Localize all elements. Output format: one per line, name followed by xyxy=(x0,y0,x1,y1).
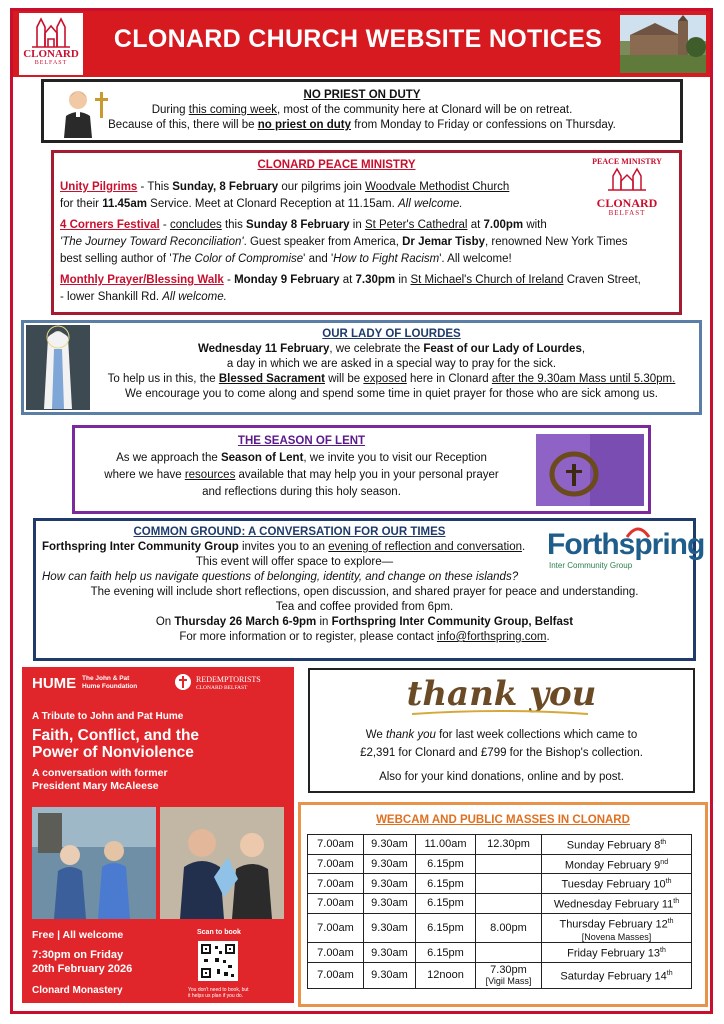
mass-day: Wednesday February 11 xyxy=(553,898,674,911)
mass-day: Tuesday February 10 xyxy=(561,878,666,891)
text: Monday 9 February xyxy=(234,274,340,286)
mass-day-wrap xyxy=(545,966,688,985)
mass-time: 11.00am xyxy=(424,838,467,851)
text: We xyxy=(365,729,387,741)
ordinal-suffix: nd xyxy=(660,858,669,866)
text: Forthspring Inter Community Group xyxy=(42,541,239,553)
text: available that may help you in your personal prayer xyxy=(235,469,499,481)
hume-event-poster xyxy=(22,667,294,1003)
text: During xyxy=(151,104,189,116)
mass-time-cell xyxy=(308,893,364,913)
text: Thursday 26 March 6-9pm xyxy=(174,616,317,628)
mass-time: 6.15pm xyxy=(427,946,464,959)
text: in xyxy=(349,219,365,231)
mass-day: Thursday February 12 xyxy=(559,918,668,931)
text: REDEMPTORISTS xyxy=(196,675,261,684)
mass-note: [Vigil Mass] xyxy=(485,976,532,987)
mass-time: 6.15pm xyxy=(427,921,464,934)
mass-row xyxy=(308,854,692,874)
thanks-line-1 xyxy=(310,726,693,744)
text: - xyxy=(223,274,235,286)
text: in xyxy=(395,274,411,286)
mass-day-cell xyxy=(542,854,692,874)
mass-day-cell xyxy=(542,962,692,988)
poster-scan-label: Scan to book xyxy=(197,929,241,936)
text: , we invite you to visit our Reception xyxy=(303,452,487,464)
text: this xyxy=(221,219,247,231)
mass-day-cell xyxy=(542,893,692,913)
mass-day-cell xyxy=(542,835,692,855)
redemptorists-label xyxy=(196,675,261,693)
common-line-3: How can faith help us navigate questions of belonging, identity, and change on these islands? xyxy=(42,571,519,583)
common-line-2: This event will offer space to explore— xyxy=(195,556,394,568)
lourdes-line-2: a day in which we are asked in a special way to pray for the sick. xyxy=(226,358,557,370)
lourdes-line-1 xyxy=(24,342,699,357)
text: at xyxy=(339,274,356,286)
text: , renowned New York Times xyxy=(485,236,628,248)
mass-time: 7.00am xyxy=(317,969,354,982)
text: '. All welcome! xyxy=(439,253,512,265)
masses-schedule xyxy=(298,802,708,1007)
email-link[interactable]: info@forthspring.com xyxy=(436,631,547,643)
text: Blessed Sacrament xyxy=(218,373,325,385)
masses-table xyxy=(307,834,692,989)
mass-time-cell xyxy=(476,962,542,988)
page-title: CLONARD CHURCH WEBSITE NOTICES xyxy=(113,25,603,53)
mass-time: 9.30am xyxy=(371,857,408,870)
mass-row xyxy=(308,943,692,963)
poster-booking-note xyxy=(188,987,249,999)
mass-time-cell xyxy=(476,835,542,855)
mass-time: 9.30am xyxy=(371,946,408,959)
mass-day-wrap xyxy=(545,943,688,962)
text: CLONARD BELFAST xyxy=(196,685,248,691)
text: For more information or to register, please contact xyxy=(179,631,437,643)
church-icon xyxy=(28,15,74,49)
poster-free: Free | All welcome xyxy=(32,929,124,941)
priest-icon xyxy=(56,86,114,138)
text: - xyxy=(159,219,170,231)
poster-tribute: A Tribute to John and Pat Hume xyxy=(32,711,184,722)
lent-line-3: and reflections during this holy season. xyxy=(202,486,401,498)
text: 20th February 2026 xyxy=(32,963,133,975)
qr-code-icon[interactable] xyxy=(198,941,238,981)
peace-paragraph-2 xyxy=(60,217,673,268)
mass-day-wrap xyxy=(545,874,688,893)
text: this coming week xyxy=(188,104,277,116)
text: evening of reflection and conversation xyxy=(328,541,522,553)
mass-time: 9.30am xyxy=(371,877,408,890)
text: it helps us plan if you do. xyxy=(188,993,244,999)
text: ' and ' xyxy=(303,253,334,265)
text: concludes xyxy=(169,219,222,231)
mass-time-cell xyxy=(308,962,364,988)
text: The John & Pat xyxy=(82,675,130,682)
mass-time: 7.30pm xyxy=(490,964,527,977)
text: best selling author of ' xyxy=(60,253,172,265)
mass-time-cell xyxy=(416,943,476,963)
text: where we have xyxy=(104,469,185,481)
mass-time-cell xyxy=(476,943,542,963)
mass-time-cell xyxy=(416,962,476,988)
text: from Monday to Friday or confessions on Thursday. xyxy=(351,119,616,131)
mass-time: 9.30am xyxy=(371,897,408,910)
mass-day: Friday February 13 xyxy=(567,947,661,960)
poster-title xyxy=(32,727,199,761)
text: Craven Street, xyxy=(563,274,641,286)
common-line-7 xyxy=(36,630,693,645)
forthspring-logo xyxy=(547,528,705,570)
mass-time: 6.15pm xyxy=(427,857,464,870)
mass-day-wrap xyxy=(545,894,688,913)
ordinal-suffix: th xyxy=(660,947,666,955)
text: Monthly Prayer/Blessing Walk xyxy=(60,274,224,286)
mass-time-cell xyxy=(308,854,364,874)
mass-time-cell xyxy=(364,874,416,894)
text: 7:30pm on Friday xyxy=(32,949,124,961)
logo-top-text: PEACE MINISTRY xyxy=(592,157,662,166)
text: in xyxy=(316,616,332,628)
poster-venue: Clonard Monastery xyxy=(32,985,123,996)
text: no priest on duty xyxy=(257,119,352,131)
mass-day-cell xyxy=(542,913,692,943)
text: Service. Meet at Clonard Reception at 11.15am. xyxy=(146,198,398,210)
text: Faith, Conflict, and the xyxy=(32,727,200,744)
poster-time xyxy=(32,948,132,976)
no-priest-heading: NO PRIEST ON DUTY xyxy=(303,89,421,101)
mass-time: 7.00am xyxy=(317,877,354,890)
text: after the 9.30am Mass until 5.30pm. xyxy=(491,373,676,385)
mass-day: Sunday February 8 xyxy=(566,839,661,852)
text: Season of Lent xyxy=(220,452,304,464)
text: St Michael's Church of Ireland xyxy=(410,274,564,286)
lent-line-1 xyxy=(75,450,528,467)
text: 11.45am xyxy=(102,198,147,210)
text: 'The Journey Toward Reconciliation' xyxy=(60,236,244,248)
text: exposed xyxy=(363,373,407,385)
text: will be xyxy=(325,373,364,385)
mass-row xyxy=(308,874,692,894)
no-priest-notice xyxy=(41,79,683,143)
thanks-line-2: £2,391 for Clonard and £799 for the Bishop's collection. xyxy=(360,747,643,759)
mass-time-cell xyxy=(364,962,416,988)
mass-time: 8.00pm xyxy=(490,921,527,934)
logo-text: Forthspring xyxy=(547,528,705,561)
text: - This xyxy=(137,181,173,193)
text: All welcome. xyxy=(397,198,463,210)
text: Sunday, 8 February xyxy=(172,181,279,193)
mass-day-wrap xyxy=(545,855,688,874)
mass-time: 7.00am xyxy=(317,857,354,870)
text: On xyxy=(155,616,175,628)
text: To help us in this, the xyxy=(107,373,219,385)
hume-foundation xyxy=(82,675,137,691)
hume-logo-text: HUME xyxy=(32,675,77,692)
masses-heading: WEBCAM AND PUBLIC MASSES IN CLONARD xyxy=(376,814,630,826)
text: Forthspring Inter Community Group, Belfast xyxy=(331,616,574,628)
text: for last week collections which came to xyxy=(435,729,638,741)
mass-day: Monday February 9 xyxy=(564,859,661,872)
mass-time: 12.30pm xyxy=(487,838,530,851)
mass-time-cell xyxy=(416,874,476,894)
text: . xyxy=(522,541,526,553)
mass-time-cell xyxy=(364,835,416,855)
logo-name: CLONARD xyxy=(596,196,658,210)
no-priest-line-1 xyxy=(44,103,680,118)
mass-time-cell xyxy=(416,854,476,874)
text: , we celebrate the xyxy=(329,343,424,355)
mass-day-wrap xyxy=(545,914,688,933)
text: Because of this, there will be xyxy=(108,119,258,131)
ordinal-suffix: th xyxy=(665,878,672,886)
mass-row xyxy=(308,835,692,855)
redemptorist-emblem-icon xyxy=(174,673,192,691)
common-heading: COMMON GROUND: A CONVERSATION FOR OUR TIMES xyxy=(133,526,446,538)
mass-time-cell xyxy=(308,835,364,855)
text: at xyxy=(467,219,484,231)
mass-time: 7.00am xyxy=(317,897,354,910)
text: 7.30pm xyxy=(355,274,396,286)
mass-row xyxy=(308,913,692,943)
text: , xyxy=(581,343,586,355)
mass-day: Saturday February 14 xyxy=(560,970,667,983)
text: . Guest speaker from America, xyxy=(243,236,403,248)
our-lady-statue-image xyxy=(26,325,90,410)
mass-time-cell xyxy=(476,854,542,874)
mass-day-cell xyxy=(542,874,692,894)
text: Dr Jemar Tisby xyxy=(402,236,485,248)
text: Hume Foundation xyxy=(82,683,138,690)
mass-time: 6.15pm xyxy=(427,877,464,890)
mass-time-cell xyxy=(476,893,542,913)
gold-flourish xyxy=(410,710,590,718)
text: How to Fight Racism xyxy=(333,253,440,265)
common-line-5: Tea and coffee provided from 6pm. xyxy=(275,601,454,613)
people-photo-2 xyxy=(160,807,284,919)
mass-time-cell xyxy=(476,874,542,894)
mass-time-cell xyxy=(364,893,416,913)
logo-sub: BELFAST xyxy=(608,209,646,217)
mass-time-cell xyxy=(416,893,476,913)
text: thank you xyxy=(386,729,436,741)
lourdes-heading: OUR LADY OF LOURDES xyxy=(322,328,461,340)
mass-day-wrap xyxy=(545,835,688,854)
logo-sub: BELFAST xyxy=(34,60,68,66)
mass-time-cell xyxy=(416,913,476,943)
mass-time-cell xyxy=(476,913,542,943)
text: - lower Shankill Rd. xyxy=(60,291,163,303)
mass-time: 9.30am xyxy=(371,921,408,934)
text: A conversation with former xyxy=(32,767,168,779)
church-icon xyxy=(604,167,650,191)
text: 4 Corners Festival xyxy=(60,219,160,231)
text: St Peter's Cathedral xyxy=(364,219,468,231)
masses-table-body xyxy=(308,835,692,989)
text: Feast of our Lady of Lourdes xyxy=(423,343,582,355)
mass-time-cell xyxy=(308,943,364,963)
mass-time-cell xyxy=(364,943,416,963)
poster-subtitle xyxy=(32,767,168,793)
peace-heading: CLONARD PEACE MINISTRY xyxy=(257,159,416,171)
mass-time-cell xyxy=(364,854,416,874)
lent-heading: THE SEASON OF LENT xyxy=(237,435,366,447)
text: The Color of Compromise xyxy=(171,253,304,265)
mass-time-cell xyxy=(416,835,476,855)
mass-time: 7.00am xyxy=(317,921,354,934)
common-line-6 xyxy=(36,615,693,630)
text: resources xyxy=(184,469,236,481)
text: Woodvale Methodist Church xyxy=(365,181,510,193)
no-priest-line-2 xyxy=(44,118,680,133)
text: for their xyxy=(60,198,103,210)
ordinal-suffix: th xyxy=(660,839,667,846)
lourdes-line-4: We encourage you to come along and spend some time in quiet prayer for those who are sick among us. xyxy=(125,388,658,400)
text: here in Clonard xyxy=(406,373,492,385)
lent-line-2 xyxy=(75,467,528,484)
ordinal-suffix: th xyxy=(667,917,674,925)
text: invites you to an xyxy=(238,541,329,553)
lourdes-line-3 xyxy=(24,372,699,387)
mass-time: 7.00am xyxy=(317,838,354,851)
crown-of-thorns-image xyxy=(536,434,644,506)
text: , most of the community here at Clonard will be on retreat. xyxy=(276,104,573,116)
text: Wednesday 11 February xyxy=(197,343,330,355)
logo-sub: Inter Community Group xyxy=(549,561,633,570)
lourdes-notice xyxy=(21,320,702,415)
mass-time: 6.15pm xyxy=(427,897,464,910)
peace-ministry-logo xyxy=(581,157,673,218)
people-photo-1 xyxy=(32,807,156,919)
mass-note: [Novena Masses] xyxy=(581,932,652,943)
swirl-icon xyxy=(625,525,651,539)
ordinal-suffix: th xyxy=(666,970,673,978)
lent-notice xyxy=(72,425,651,514)
text: our pilgrims join xyxy=(278,181,366,193)
ordinal-suffix: th xyxy=(673,897,680,905)
text: Power of Nonviolence xyxy=(32,744,194,761)
thank-you-script: thank you xyxy=(406,674,597,714)
mass-time-cell xyxy=(308,913,364,943)
common-line-4: The evening will include short reflections, open discussion, and shared prayer for peace and understanding. xyxy=(90,586,639,598)
mass-time: 7.00am xyxy=(317,946,354,959)
text: You don't need to book, but xyxy=(188,987,249,993)
church-building-image xyxy=(620,15,706,73)
logo-name: CLONARD xyxy=(23,48,79,60)
mass-time: 9.30am xyxy=(371,838,408,851)
text: All welcome. xyxy=(162,291,227,303)
thanks-line-3: Also for your kind donations, online and by post. xyxy=(379,771,624,783)
peace-paragraph-3 xyxy=(60,272,673,306)
header-banner xyxy=(13,11,710,77)
notices-page xyxy=(10,8,713,1014)
mass-row xyxy=(308,962,692,988)
text: President Mary McAleese xyxy=(32,780,159,792)
mass-time-cell xyxy=(364,913,416,943)
mass-time-cell xyxy=(308,874,364,894)
common-ground-notice xyxy=(33,518,705,661)
mass-day-cell xyxy=(542,943,692,963)
text: Unity Pilgrims xyxy=(60,181,138,193)
text: Sunday 8 February xyxy=(246,219,350,231)
peace-ministry-notice xyxy=(51,150,682,315)
text: . xyxy=(546,631,550,643)
thank-you-notice xyxy=(308,668,695,793)
church-photo xyxy=(620,15,706,73)
text: with xyxy=(523,219,547,231)
text: As we approach the xyxy=(116,452,221,464)
clonard-logo xyxy=(19,13,83,75)
mass-time: 9.30am xyxy=(371,969,408,982)
mass-time: 12noon xyxy=(427,969,464,982)
mass-row xyxy=(308,893,692,913)
text: 7.00pm xyxy=(483,219,524,231)
